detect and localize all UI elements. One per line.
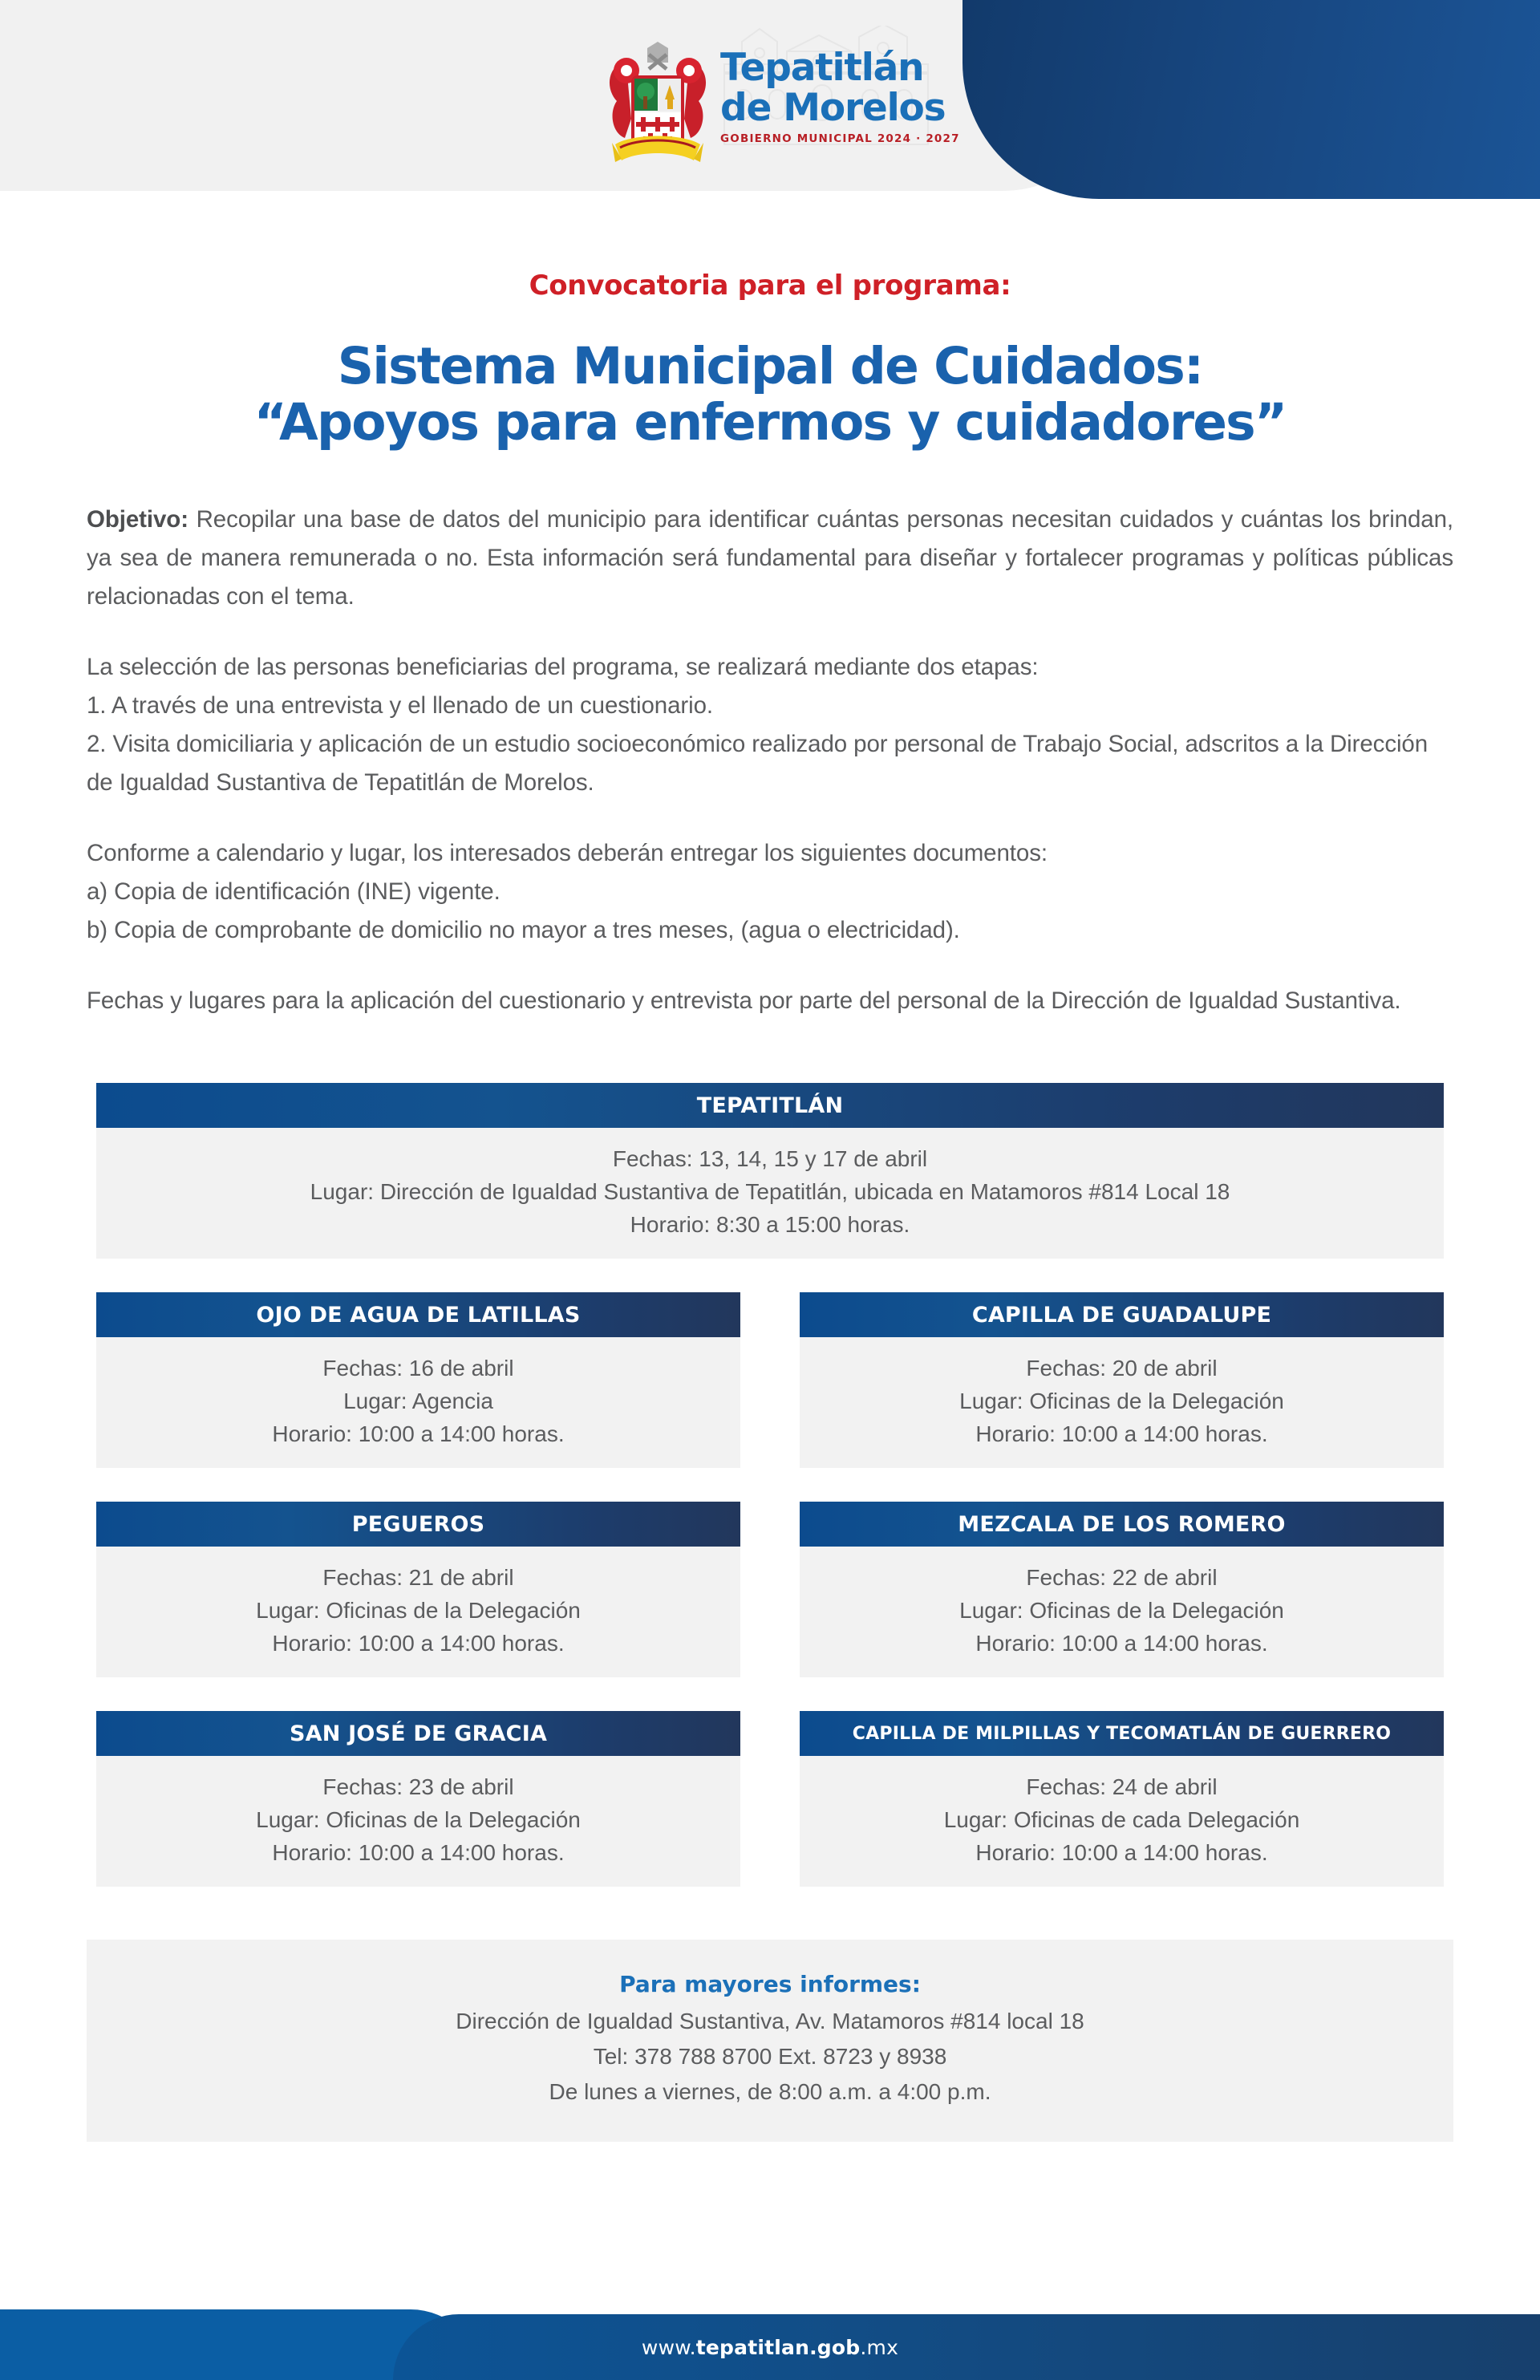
card-lugar: Lugar: Dirección de Igualdad Sustantiva de Tepatitlán, ubicada en Matamoros #814 Local 18 xyxy=(310,1179,1230,1204)
page-title-line-1: Sistema Municipal de Cuidados: xyxy=(337,337,1203,395)
schedule-card xyxy=(96,1711,740,1887)
main-content xyxy=(0,270,1540,1020)
url-prefix: www. xyxy=(641,2335,696,2359)
paragraph-fechas-lugares: Fechas y lugares para la aplicación del cuestionario y entrevista por parte del personal de la Dirección de Igualdad Sustantiva. xyxy=(87,987,1401,1014)
card-horario: Horario: 10:00 a 14:00 horas. xyxy=(975,1840,1268,1865)
card-horario: Horario: 10:00 a 14:00 horas. xyxy=(272,1421,565,1446)
card-lugar: Lugar: Oficinas de la Delegación xyxy=(256,1807,581,1832)
header-dark-panel xyxy=(962,0,1540,199)
schedule-cards xyxy=(0,1083,1540,1887)
page-title-line-2: “Apoyos para enfermos y cuidadores” xyxy=(253,393,1287,452)
schedule-card xyxy=(96,1292,740,1468)
schedule-card-title: PEGUEROS xyxy=(96,1502,740,1547)
paragraph-documentos xyxy=(87,834,1453,950)
card-lugar: Lugar: Oficinas de la Delegación xyxy=(959,1389,1284,1413)
website-url[interactable] xyxy=(0,2314,1540,2380)
seleccion-step-1: 1. A través de una entrevista y el llenado de un cuestionario. xyxy=(87,692,713,719)
schedule-card-body xyxy=(96,1756,740,1887)
schedule-card-body xyxy=(800,1337,1444,1468)
docs-item-a: a) Copia de identificación (INE) vigente. xyxy=(87,878,500,905)
schedule-card-body xyxy=(96,1547,740,1677)
schedule-card xyxy=(800,1502,1444,1677)
schedule-row-3 xyxy=(96,1711,1444,1887)
paragraph-seleccion xyxy=(87,648,1453,802)
logo-subtitle: GOBIERNO MUNICIPAL 2024 · 2027 xyxy=(720,132,960,145)
card-fechas: Fechas: 16 de abril xyxy=(322,1356,514,1381)
page-header xyxy=(0,0,1540,199)
card-lugar: Lugar: Agencia xyxy=(343,1389,493,1413)
municipal-logo xyxy=(598,30,975,171)
schedule-card-body xyxy=(96,1337,740,1468)
paragraph-objetivo xyxy=(87,501,1453,616)
schedule-row-1 xyxy=(96,1292,1444,1468)
contact-info-title: Para mayores informes: xyxy=(619,1971,921,1997)
schedule-card-title: CAPILLA DE GUADALUPE xyxy=(800,1292,1444,1337)
schedule-card-body xyxy=(800,1547,1444,1677)
schedule-card-title: CAPILLA DE MILPILLAS Y TECOMATLÁN DE GUERRERO xyxy=(800,1711,1444,1756)
contact-info-box xyxy=(87,1940,1453,2142)
schedule-card-body xyxy=(96,1128,1444,1259)
schedule-card-title: TEPATITLÁN xyxy=(96,1083,1444,1128)
objetivo-text: Recopilar una base de datos del municipio para identificar cuántas personas necesitan cuidados y cuántas los brindan, ya sea de manera remunerada o no. Esta información será fundamental para diseñar y fortalecer programas y políticas públicas relacionadas con el tema. xyxy=(87,506,1453,610)
card-lugar: Lugar: Oficinas de cada Delegación xyxy=(943,1807,1300,1832)
card-fechas: Fechas: 21 de abril xyxy=(322,1565,514,1590)
schedule-card xyxy=(800,1711,1444,1887)
schedule-card-title: OJO DE AGUA DE LATILLAS xyxy=(96,1292,740,1337)
card-fechas: Fechas: 22 de abril xyxy=(1026,1565,1218,1590)
card-lugar: Lugar: Oficinas de la Delegación xyxy=(256,1598,581,1623)
card-horario: Horario: 10:00 a 14:00 horas. xyxy=(975,1421,1268,1446)
contact-address: Dirección de Igualdad Sustantiva, Av. Matamoros #814 local 18 xyxy=(456,2009,1084,2033)
logo-line-1: Tepatitlán xyxy=(720,46,924,90)
coat-of-arms-icon xyxy=(598,39,718,168)
schedule-card-body xyxy=(800,1756,1444,1887)
card-fechas: Fechas: 23 de abril xyxy=(322,1774,514,1799)
card-lugar: Lugar: Oficinas de la Delegación xyxy=(959,1598,1284,1623)
logo-wordmark xyxy=(720,48,977,145)
url-domain: tepatitlan.gob xyxy=(695,2335,861,2359)
logo-line-2: de Morelos xyxy=(720,86,946,130)
docs-intro: Conforme a calendario y lugar, los interesados deberán entregar los siguientes documentos: xyxy=(87,840,1048,866)
docs-item-b: b) Copia de comprobante de domicilio no mayor a tres meses, (agua o electricidad). xyxy=(87,917,960,943)
card-horario: Horario: 8:30 a 15:00 horas. xyxy=(630,1212,910,1237)
page-title xyxy=(87,339,1453,451)
kicker-text: Convocatoria para el programa: xyxy=(529,270,1011,302)
page-footer xyxy=(0,2309,1540,2380)
card-fechas: Fechas: 13, 14, 15 y 17 de abril xyxy=(612,1146,928,1171)
seleccion-step-2: 2. Visita domiciliaria y aplicación de un estudio socioeconómico realizado por personal de Trabajo Social, adscritos a la Dirección de Igualdad Sustantiva de Tepatitlán de Morelos. xyxy=(87,731,1429,796)
schedule-card xyxy=(96,1502,740,1677)
schedule-card xyxy=(800,1292,1444,1468)
card-horario: Horario: 10:00 a 14:00 horas. xyxy=(272,1631,565,1656)
seleccion-intro: La selección de las personas beneficiarias del programa, se realizará mediante dos etapas: xyxy=(87,654,1039,680)
card-fechas: Fechas: 24 de abril xyxy=(1026,1774,1218,1799)
card-fechas: Fechas: 20 de abril xyxy=(1026,1356,1218,1381)
schedule-card-featured xyxy=(96,1083,1444,1259)
objetivo-label: Objetivo: xyxy=(87,506,188,533)
url-tld: .mx xyxy=(860,2335,899,2359)
contact-phone: Tel: 378 788 8700 Ext. 8723 y 8938 xyxy=(593,2044,947,2069)
schedule-card-title: MEZCALA DE LOS ROMERO xyxy=(800,1502,1444,1547)
schedule-row-2 xyxy=(96,1502,1444,1677)
card-horario: Horario: 10:00 a 14:00 horas. xyxy=(272,1840,565,1865)
card-horario: Horario: 10:00 a 14:00 horas. xyxy=(975,1631,1268,1656)
contact-hours: De lunes a viernes, de 8:00 a.m. a 4:00 p.m. xyxy=(549,2079,991,2104)
schedule-card-title: SAN JOSÉ DE GRACIA xyxy=(96,1711,740,1756)
